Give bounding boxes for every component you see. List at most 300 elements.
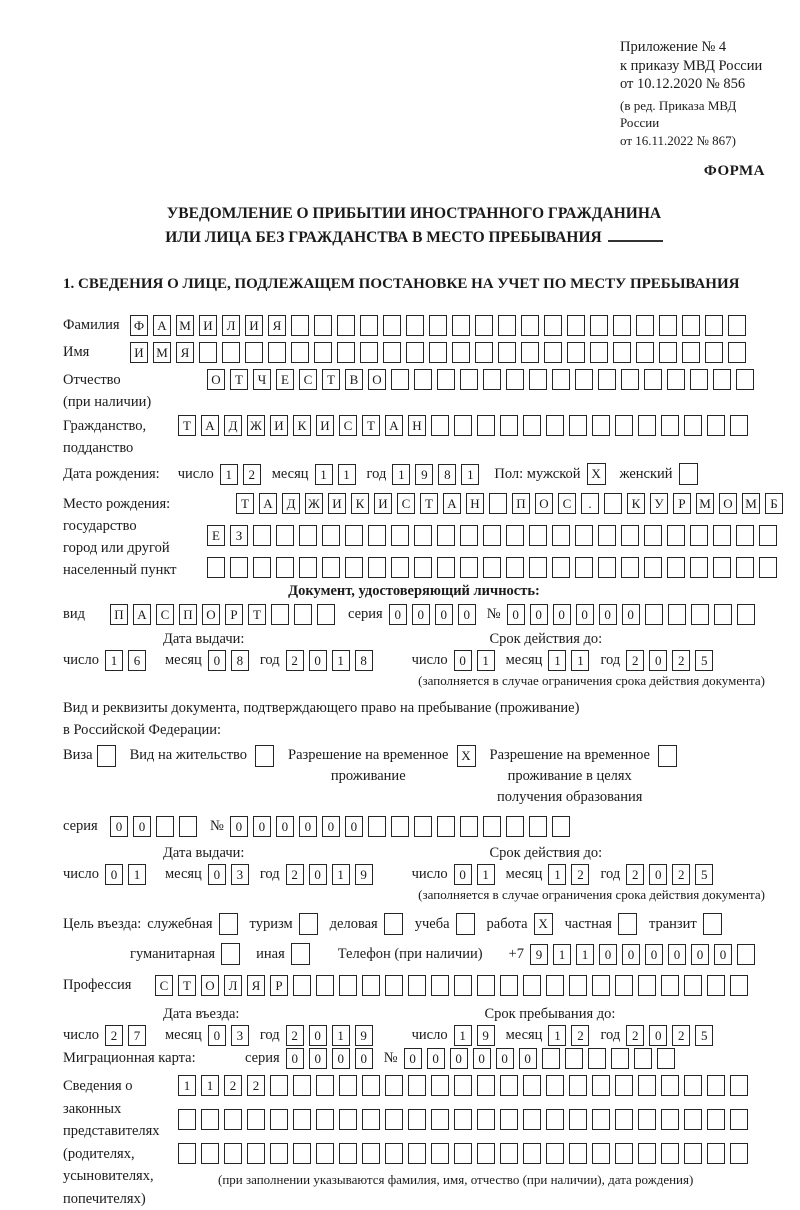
form-cell[interactable]: 2 (672, 864, 690, 885)
form-cell[interactable]: П (179, 604, 197, 625)
form-cell[interactable] (276, 557, 294, 578)
form-cell[interactable]: И (130, 342, 148, 363)
form-cell[interactable]: Н (466, 493, 484, 514)
form-cell[interactable]: 2 (626, 650, 644, 671)
form-cell[interactable] (97, 745, 116, 767)
form-cell[interactable] (337, 342, 355, 363)
form-cell[interactable]: 1 (454, 1025, 472, 1046)
form-cell[interactable] (636, 342, 654, 363)
form-cell[interactable]: И (374, 493, 392, 514)
form-cell[interactable]: 0 (105, 864, 123, 885)
form-cell[interactable] (705, 315, 723, 336)
form-cell[interactable] (270, 1075, 288, 1096)
form-cell[interactable]: Т (362, 415, 380, 436)
doc-type-cells[interactable] (110, 604, 340, 625)
form-cell[interactable] (299, 525, 317, 546)
migration-series-cells[interactable] (286, 1048, 378, 1069)
form-cell[interactable] (207, 557, 225, 578)
form-cell[interactable] (657, 1048, 675, 1069)
form-cell[interactable]: А (133, 604, 151, 625)
id-valid-day-cells[interactable] (454, 650, 500, 671)
form-cell[interactable] (759, 525, 777, 546)
form-cell[interactable] (368, 557, 386, 578)
form-cell[interactable] (475, 342, 493, 363)
form-cell[interactable] (345, 557, 363, 578)
form-cell[interactable]: Л (222, 315, 240, 336)
form-cell[interactable] (406, 315, 424, 336)
form-cell[interactable] (178, 1109, 196, 1130)
form-cell[interactable] (668, 604, 686, 625)
form-cell[interactable] (454, 1143, 472, 1164)
form-cell[interactable]: 1 (105, 650, 123, 671)
form-cell[interactable]: 3 (231, 864, 249, 885)
form-cell[interactable] (339, 1109, 357, 1130)
form-cell[interactable] (713, 369, 731, 390)
form-cell[interactable] (567, 342, 585, 363)
form-cell[interactable] (408, 1143, 426, 1164)
form-cell[interactable]: 9 (477, 1025, 495, 1046)
form-cell[interactable]: 0 (435, 604, 453, 625)
form-cell[interactable]: Т (178, 975, 196, 996)
form-cell[interactable]: И (328, 493, 346, 514)
form-cell[interactable] (291, 943, 310, 965)
form-cell[interactable] (222, 342, 240, 363)
birth-year-cells[interactable] (392, 464, 484, 485)
form-cell[interactable]: М (176, 315, 194, 336)
form-cell[interactable] (385, 1143, 403, 1164)
form-cell[interactable] (391, 816, 409, 837)
form-cell[interactable] (270, 1109, 288, 1130)
form-cell[interactable]: 2 (626, 1025, 644, 1046)
form-cell[interactable] (667, 369, 685, 390)
form-cell[interactable]: 0 (208, 864, 226, 885)
form-cell[interactable]: 2 (243, 464, 261, 485)
form-cell[interactable] (730, 415, 748, 436)
id-valid-year-cells[interactable] (626, 650, 718, 671)
form-cell[interactable] (569, 1075, 587, 1096)
form-cell[interactable] (615, 415, 633, 436)
form-cell[interactable] (684, 1109, 702, 1130)
form-cell[interactable] (690, 557, 708, 578)
form-cell[interactable] (730, 1075, 748, 1096)
form-cell[interactable] (452, 315, 470, 336)
purpose-work-checkbox[interactable] (534, 913, 553, 935)
form-cell[interactable] (615, 1109, 633, 1130)
form-cell[interactable] (414, 557, 432, 578)
form-cell[interactable] (477, 1143, 495, 1164)
form-cell[interactable]: П (110, 604, 128, 625)
form-cell[interactable] (500, 1109, 518, 1130)
form-cell[interactable] (659, 315, 677, 336)
form-cell[interactable] (362, 1109, 380, 1130)
permit-number-cells[interactable] (230, 816, 575, 837)
form-cell[interactable] (156, 816, 174, 837)
form-cell[interactable] (661, 1109, 679, 1130)
form-cell[interactable] (483, 369, 501, 390)
form-cell[interactable] (529, 525, 547, 546)
legal-rep-cells-row2[interactable] (178, 1109, 753, 1130)
form-cell[interactable] (408, 1109, 426, 1130)
form-cell[interactable] (224, 1109, 242, 1130)
form-cell[interactable]: В (345, 369, 363, 390)
form-cell[interactable]: З (230, 525, 248, 546)
form-cell[interactable]: 2 (286, 650, 304, 671)
form-cell[interactable] (546, 1109, 564, 1130)
form-cell[interactable] (615, 1075, 633, 1096)
form-cell[interactable] (523, 415, 541, 436)
id-issue-day-cells[interactable] (105, 650, 151, 671)
purpose-business-checkbox[interactable] (384, 913, 403, 935)
form-cell[interactable] (552, 557, 570, 578)
form-cell[interactable]: А (385, 415, 403, 436)
form-cell[interactable] (569, 1109, 587, 1130)
form-cell[interactable] (383, 342, 401, 363)
form-cell[interactable] (552, 369, 570, 390)
form-cell[interactable] (255, 745, 274, 767)
form-cell[interactable]: 2 (247, 1075, 265, 1096)
form-cell[interactable] (728, 315, 746, 336)
form-cell[interactable] (460, 816, 478, 837)
form-cell[interactable]: И (199, 315, 217, 336)
form-cell[interactable] (456, 913, 475, 935)
form-cell[interactable] (385, 1075, 403, 1096)
citizenship-cells[interactable] (178, 415, 753, 436)
form-cell[interactable] (437, 557, 455, 578)
form-cell[interactable]: 1 (571, 650, 589, 671)
form-cell[interactable]: 1 (576, 944, 594, 965)
form-cell[interactable] (431, 1075, 449, 1096)
permit-valid-day-cells[interactable] (454, 864, 500, 885)
form-cell[interactable] (736, 557, 754, 578)
form-cell[interactable]: 0 (649, 864, 667, 885)
entry-year-cells[interactable] (286, 1025, 378, 1046)
form-cell[interactable] (271, 604, 289, 625)
form-cell[interactable]: 0 (230, 816, 248, 837)
form-cell[interactable]: 1 (553, 944, 571, 965)
form-cell[interactable] (460, 557, 478, 578)
form-cell[interactable] (247, 1109, 265, 1130)
form-cell[interactable] (475, 315, 493, 336)
form-cell[interactable]: 1 (392, 464, 410, 485)
form-cell[interactable]: 5 (695, 1025, 713, 1046)
form-cell[interactable]: 1 (178, 1075, 196, 1096)
form-cell[interactable] (621, 369, 639, 390)
form-cell[interactable]: 7 (128, 1025, 146, 1046)
sex-male-checkbox[interactable] (587, 463, 606, 485)
form-cell[interactable] (360, 315, 378, 336)
form-cell[interactable] (707, 1075, 725, 1096)
permit-valid-month-cells[interactable] (548, 864, 594, 885)
form-cell[interactable] (345, 525, 363, 546)
temp-residence-edu-checkbox[interactable] (658, 745, 677, 767)
form-cell[interactable] (569, 1143, 587, 1164)
form-cell[interactable] (506, 816, 524, 837)
form-cell[interactable]: 0 (412, 604, 430, 625)
form-cell[interactable]: К (293, 415, 311, 436)
form-cell[interactable] (552, 525, 570, 546)
form-cell[interactable]: 3 (231, 1025, 249, 1046)
entry-day-cells[interactable] (105, 1025, 151, 1046)
form-cell[interactable] (437, 525, 455, 546)
form-cell[interactable] (437, 369, 455, 390)
form-cell[interactable] (523, 1109, 541, 1130)
form-cell[interactable]: 2 (224, 1075, 242, 1096)
form-cell[interactable] (682, 315, 700, 336)
form-cell[interactable] (498, 315, 516, 336)
form-cell[interactable] (314, 315, 332, 336)
form-cell[interactable] (276, 525, 294, 546)
form-cell[interactable] (179, 816, 197, 837)
form-cell[interactable] (385, 1109, 403, 1130)
form-cell[interactable]: О (535, 493, 553, 514)
form-cell[interactable]: 1 (477, 650, 495, 671)
legal-rep-cells-row1[interactable] (178, 1075, 753, 1096)
form-cell[interactable] (569, 975, 587, 996)
form-cell[interactable]: 0 (622, 944, 640, 965)
form-cell[interactable] (703, 913, 722, 935)
form-cell[interactable] (592, 415, 610, 436)
form-cell[interactable] (613, 342, 631, 363)
visa-checkbox[interactable] (97, 745, 116, 767)
form-cell[interactable]: 1 (548, 1025, 566, 1046)
form-cell[interactable]: О (202, 604, 220, 625)
form-cell[interactable]: Д (282, 493, 300, 514)
form-cell[interactable]: 1 (220, 464, 238, 485)
form-cell[interactable]: А (443, 493, 461, 514)
form-cell[interactable] (615, 975, 633, 996)
form-cell[interactable] (316, 1143, 334, 1164)
form-cell[interactable]: 2 (571, 864, 589, 885)
form-cell[interactable] (317, 604, 335, 625)
form-cell[interactable]: Л (224, 975, 242, 996)
form-cell[interactable] (546, 975, 564, 996)
form-cell[interactable] (247, 1143, 265, 1164)
purpose-study-checkbox[interactable] (456, 913, 475, 935)
form-cell[interactable]: 9 (355, 1025, 373, 1046)
entry-month-cells[interactable] (208, 1025, 254, 1046)
form-cell[interactable] (339, 1075, 357, 1096)
form-cell[interactable]: 6 (128, 650, 146, 671)
form-cell[interactable]: С (558, 493, 576, 514)
form-cell[interactable]: 0 (404, 1048, 422, 1069)
form-cell[interactable] (406, 342, 424, 363)
form-cell[interactable] (636, 315, 654, 336)
form-cell[interactable]: Н (408, 415, 426, 436)
form-cell[interactable]: 0 (450, 1048, 468, 1069)
form-cell[interactable] (661, 1075, 679, 1096)
form-cell[interactable]: 0 (309, 650, 327, 671)
temp-residence-checkbox[interactable] (457, 745, 476, 767)
form-cell[interactable] (454, 1075, 472, 1096)
form-cell[interactable]: Б (765, 493, 783, 514)
form-cell[interactable] (477, 415, 495, 436)
form-cell[interactable]: 0 (599, 944, 617, 965)
form-cell[interactable] (339, 1143, 357, 1164)
form-cell[interactable] (506, 369, 524, 390)
form-cell[interactable] (362, 1075, 380, 1096)
form-cell[interactable] (521, 342, 539, 363)
form-cell[interactable] (368, 525, 386, 546)
form-cell[interactable] (245, 342, 263, 363)
profession-cells[interactable] (155, 975, 753, 996)
form-cell[interactable] (737, 604, 755, 625)
form-cell[interactable]: X (457, 745, 476, 767)
form-cell[interactable] (483, 525, 501, 546)
id-valid-month-cells[interactable] (548, 650, 594, 671)
form-cell[interactable] (730, 975, 748, 996)
form-cell[interactable]: 0 (299, 816, 317, 837)
form-cell[interactable]: Е (207, 525, 225, 546)
form-cell[interactable]: А (153, 315, 171, 336)
form-cell[interactable]: Я (176, 342, 194, 363)
form-cell[interactable]: И (270, 415, 288, 436)
form-cell[interactable] (452, 342, 470, 363)
form-cell[interactable] (705, 342, 723, 363)
form-cell[interactable] (667, 557, 685, 578)
form-cell[interactable] (638, 1109, 656, 1130)
form-cell[interactable] (598, 525, 616, 546)
form-cell[interactable]: Т (420, 493, 438, 514)
form-cell[interactable]: А (201, 415, 219, 436)
purpose-transit-checkbox[interactable] (703, 913, 722, 935)
form-cell[interactable] (618, 913, 637, 935)
form-cell[interactable] (736, 525, 754, 546)
form-cell[interactable]: 0 (322, 816, 340, 837)
form-cell[interactable] (454, 1109, 472, 1130)
form-cell[interactable] (483, 816, 501, 837)
form-cell[interactable]: . (581, 493, 599, 514)
form-cell[interactable] (590, 315, 608, 336)
form-cell[interactable]: Я (268, 315, 286, 336)
form-cell[interactable] (598, 557, 616, 578)
form-cell[interactable]: 1 (128, 864, 146, 885)
form-cell[interactable] (679, 463, 698, 485)
form-cell[interactable]: Ч (253, 369, 271, 390)
form-cell[interactable]: 0 (332, 1048, 350, 1069)
form-cell[interactable] (634, 1048, 652, 1069)
form-cell[interactable] (299, 557, 317, 578)
form-cell[interactable] (644, 557, 662, 578)
form-cell[interactable]: 0 (530, 604, 548, 625)
form-cell[interactable] (588, 1048, 606, 1069)
form-cell[interactable] (221, 943, 240, 965)
form-cell[interactable] (667, 525, 685, 546)
form-cell[interactable] (707, 1143, 725, 1164)
form-cell[interactable] (199, 342, 217, 363)
form-cell[interactable]: 0 (454, 650, 472, 671)
form-cell[interactable] (391, 557, 409, 578)
form-cell[interactable]: О (368, 369, 386, 390)
form-cell[interactable]: 1 (332, 650, 350, 671)
form-cell[interactable] (500, 1075, 518, 1096)
form-cell[interactable] (523, 1143, 541, 1164)
form-cell[interactable] (431, 1143, 449, 1164)
form-cell[interactable] (638, 975, 656, 996)
form-cell[interactable] (728, 342, 746, 363)
form-cell[interactable] (408, 1075, 426, 1096)
form-cell[interactable]: И (245, 315, 263, 336)
form-cell[interactable] (431, 975, 449, 996)
form-cell[interactable]: 5 (695, 864, 713, 885)
form-cell[interactable] (500, 415, 518, 436)
form-cell[interactable] (638, 415, 656, 436)
purpose-official-checkbox[interactable] (219, 913, 238, 935)
form-cell[interactable] (489, 493, 507, 514)
form-cell[interactable] (293, 1143, 311, 1164)
form-cell[interactable] (437, 816, 455, 837)
form-cell[interactable]: П (512, 493, 530, 514)
form-cell[interactable] (546, 415, 564, 436)
form-cell[interactable] (565, 1048, 583, 1069)
form-cell[interactable] (383, 315, 401, 336)
patronymic-cells[interactable] (207, 369, 759, 390)
form-cell[interactable]: С (339, 415, 357, 436)
form-cell[interactable] (316, 975, 334, 996)
form-cell[interactable]: 0 (668, 944, 686, 965)
form-cell[interactable] (429, 342, 447, 363)
permit-issue-day-cells[interactable] (105, 864, 151, 885)
form-cell[interactable]: 0 (345, 816, 363, 837)
form-cell[interactable]: 0 (454, 864, 472, 885)
doc-number-cells[interactable] (507, 604, 760, 625)
form-cell[interactable] (611, 1048, 629, 1069)
form-cell[interactable] (454, 415, 472, 436)
form-cell[interactable] (598, 369, 616, 390)
form-cell[interactable] (523, 1075, 541, 1096)
stay-year-cells[interactable] (626, 1025, 718, 1046)
form-cell[interactable]: 0 (208, 650, 226, 671)
form-cell[interactable] (615, 1143, 633, 1164)
form-cell[interactable]: 1 (548, 650, 566, 671)
form-cell[interactable]: 0 (649, 650, 667, 671)
form-cell[interactable] (713, 557, 731, 578)
form-cell[interactable] (604, 493, 622, 514)
form-cell[interactable]: Т (178, 415, 196, 436)
form-cell[interactable] (293, 975, 311, 996)
form-cell[interactable]: 2 (286, 864, 304, 885)
form-cell[interactable]: 1 (332, 1025, 350, 1046)
form-cell[interactable]: 0 (645, 944, 663, 965)
form-cell[interactable] (460, 369, 478, 390)
form-cell[interactable] (575, 525, 593, 546)
form-cell[interactable]: 1 (332, 864, 350, 885)
id-issue-month-cells[interactable] (208, 650, 254, 671)
form-cell[interactable] (644, 369, 662, 390)
form-cell[interactable] (661, 415, 679, 436)
form-cell[interactable] (201, 1109, 219, 1130)
phone-cells[interactable] (530, 944, 760, 965)
form-cell[interactable] (575, 557, 593, 578)
form-cell[interactable] (684, 975, 702, 996)
form-cell[interactable]: 0 (355, 1048, 373, 1069)
birthplace-cells-row3[interactable] (207, 557, 788, 578)
permit-issue-year-cells[interactable] (286, 864, 378, 885)
form-cell[interactable]: М (742, 493, 760, 514)
stay-month-cells[interactable] (548, 1025, 594, 1046)
form-cell[interactable] (429, 315, 447, 336)
form-cell[interactable]: 0 (133, 816, 151, 837)
birthplace-cells-row2[interactable] (207, 525, 788, 546)
form-cell[interactable]: 2 (105, 1025, 123, 1046)
form-cell[interactable] (544, 315, 562, 336)
form-cell[interactable] (477, 975, 495, 996)
form-cell[interactable] (658, 745, 677, 767)
form-cell[interactable] (362, 975, 380, 996)
form-cell[interactable]: 0 (576, 604, 594, 625)
form-cell[interactable] (385, 975, 403, 996)
form-cell[interactable]: 5 (695, 650, 713, 671)
form-cell[interactable]: 0 (389, 604, 407, 625)
